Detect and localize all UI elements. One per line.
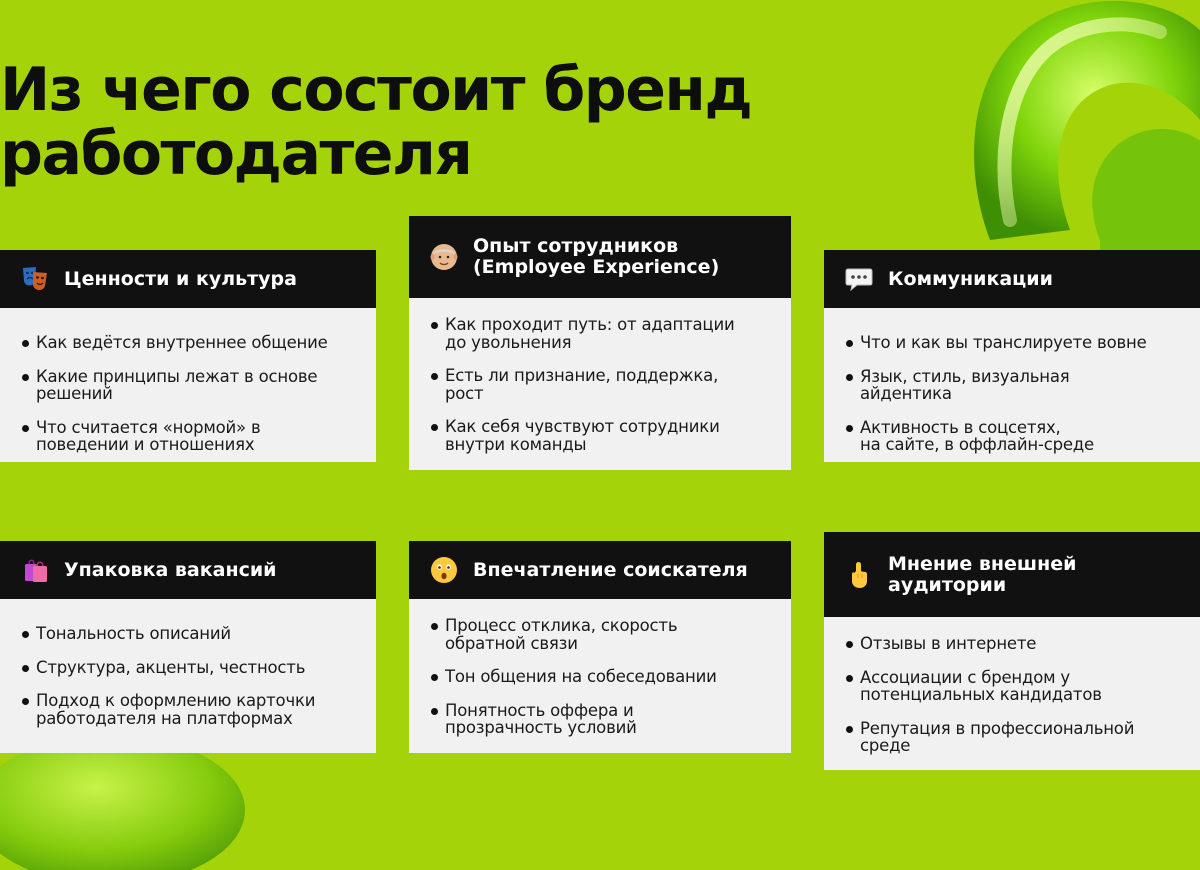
list-item-line: Как себя чувствуют сотрудники — [445, 417, 720, 436]
card-bullet-list — [409, 599, 791, 763]
list-item-line: Как ведётся внутреннее общение — [36, 333, 328, 352]
card-bullet-list — [0, 599, 376, 753]
list-item-line: айдентика — [860, 384, 952, 403]
card-title — [473, 236, 719, 278]
card-header — [0, 541, 376, 599]
card-title — [888, 269, 1053, 290]
list-item — [22, 334, 366, 352]
list-item-line: Ассоциации с брендом у — [860, 667, 1070, 687]
list-item-line: Тон общения на собеседовании — [445, 667, 717, 686]
list-item — [431, 316, 781, 351]
list-item — [846, 419, 1190, 454]
list-item — [22, 419, 366, 454]
list-item — [22, 368, 366, 403]
card-job-packaging — [0, 541, 376, 753]
card-title-line: Мнение внешней — [888, 552, 1077, 575]
list-item — [22, 659, 366, 677]
card-bullet-list — [0, 308, 376, 480]
list-item-line: Структура, акценты, честность — [36, 657, 306, 677]
card-bullet-list — [824, 617, 1200, 781]
list-item-line: решений — [36, 384, 113, 403]
list-item-line: Что и как вы транслируете вовне — [860, 333, 1147, 352]
list-item-line: на сайте, в оффлайн-среде — [860, 435, 1094, 454]
card-bullet-list — [409, 298, 791, 479]
list-item — [431, 617, 781, 652]
speech-balloon-icon — [842, 262, 876, 296]
list-item — [431, 418, 781, 453]
card-header — [409, 216, 791, 298]
list-item-line: работодателя на платформах — [36, 708, 293, 728]
list-item-line: внутри команды — [445, 434, 587, 454]
list-item-line: Процесс отклика, скорость — [445, 616, 678, 635]
pointing-up-hand-icon — [842, 558, 876, 592]
list-item — [22, 692, 366, 727]
list-item — [846, 669, 1190, 704]
card-title-line: Коммуникации — [888, 267, 1053, 290]
decorative-green-ring — [950, 0, 1200, 260]
card-external-audience — [824, 532, 1200, 770]
card-title — [64, 560, 276, 581]
card-candidate-impression — [409, 541, 791, 753]
list-item-line: Активность в соцсетях, — [860, 417, 1061, 437]
list-item-line: прозрачность условий — [445, 718, 637, 737]
list-item-line: Есть ли признание, поддержка, — [445, 366, 719, 385]
list-item-line: поведении и отношениях — [36, 435, 255, 454]
card-title-line: Ценности и культура — [64, 267, 297, 290]
list-item — [846, 720, 1190, 755]
list-item-line: Что считается «нормой» в — [36, 417, 261, 437]
card-title-line: Упаковка вакансий — [64, 558, 277, 581]
list-item — [22, 625, 366, 643]
list-item-line: потенциальных кандидатов — [860, 685, 1102, 704]
card-header — [824, 532, 1200, 617]
theater-masks-icon — [18, 262, 52, 296]
page-title-line-2: работодателя — [0, 119, 472, 189]
card-header — [0, 250, 376, 308]
card-header — [409, 541, 791, 599]
card-values-culture — [0, 250, 376, 462]
list-item-line: Отзывы в интернете — [860, 634, 1037, 653]
card-title-line: (Employee Experience) — [473, 256, 720, 278]
list-item — [846, 635, 1190, 653]
list-item-line: среде — [860, 736, 911, 755]
card-employee-experience — [409, 216, 791, 470]
page-title-line-1: Из чего состоит бренд — [0, 55, 752, 125]
astonished-face-icon — [427, 553, 461, 587]
page-title — [0, 55, 900, 189]
card-header — [824, 250, 1200, 308]
card-bullet-list — [824, 308, 1200, 480]
list-item — [846, 334, 1190, 352]
shopping-bags-icon — [18, 553, 52, 587]
card-title-line: Опыт сотрудников — [473, 235, 679, 257]
card-title-line: аудитории — [888, 573, 1007, 596]
list-item — [431, 668, 781, 686]
list-item-line: Язык, стиль, визуальная — [860, 366, 1070, 386]
list-item-line: обратной связи — [445, 633, 578, 653]
list-item — [431, 367, 781, 402]
card-title — [473, 560, 748, 581]
card-title — [64, 269, 297, 290]
card-title-line: Впечатление соискателя — [473, 558, 748, 581]
list-item — [846, 368, 1190, 403]
list-item-line: Понятность оффера и — [445, 700, 634, 720]
list-item-line: до увольнения — [445, 332, 572, 352]
older-man-face-icon — [427, 240, 461, 274]
list-item-line: Как проходит путь: от адаптации — [445, 315, 735, 334]
list-item-line: Какие принципы лежат в основе — [36, 366, 318, 386]
card-communications — [824, 250, 1200, 462]
list-item-line: Тональность описаний — [36, 624, 231, 643]
list-item — [431, 702, 781, 737]
list-item-line: Репутация в профессиональной — [860, 718, 1135, 738]
list-item-line: рост — [445, 383, 484, 403]
list-item-line: Подход к оформлению карточки — [36, 691, 316, 710]
card-title — [888, 554, 1076, 596]
